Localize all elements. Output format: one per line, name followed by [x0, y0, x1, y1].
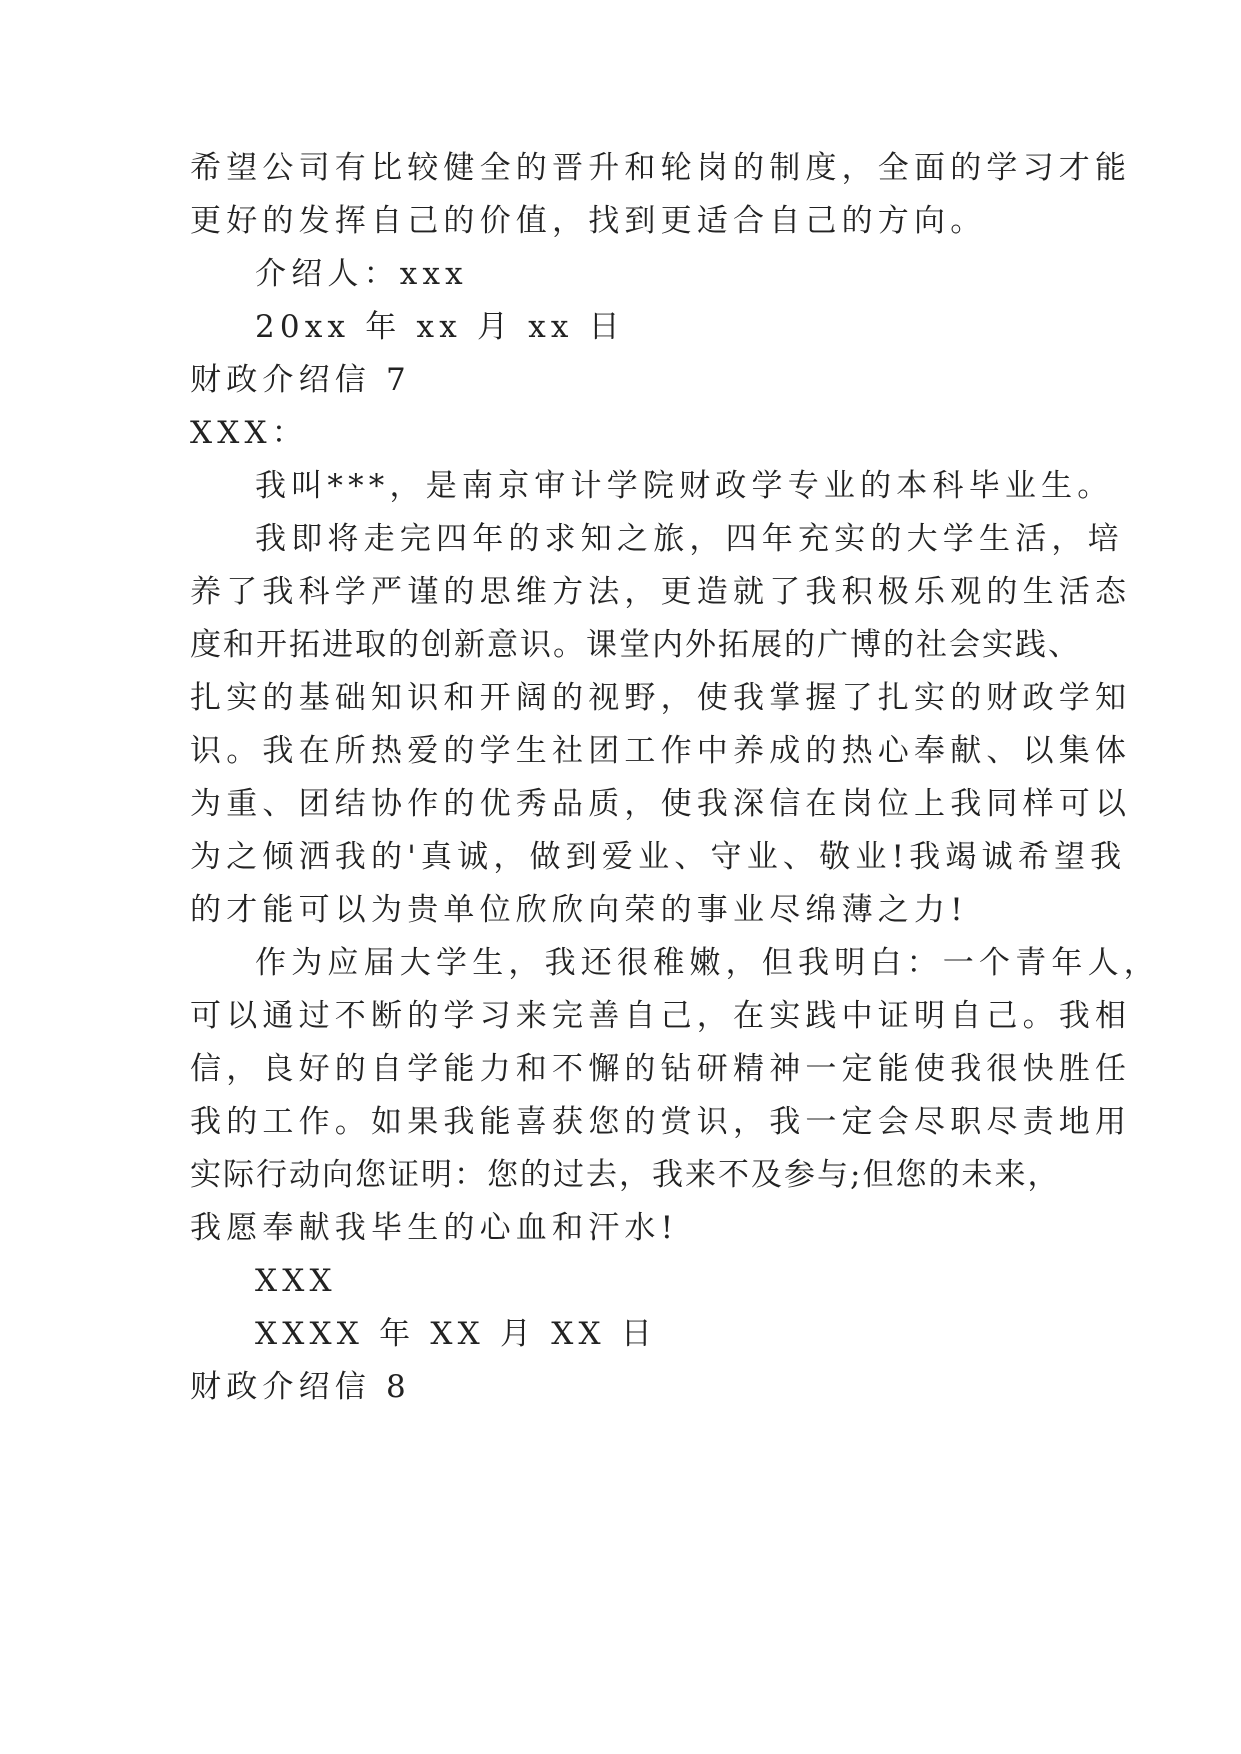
- paragraph-line: 可以通过不断的学习来完善自己，在实践中证明自己。我相: [190, 998, 1132, 1034]
- paragraph-line: 度和开拓进取的创新意识。课堂内外拓展的广博的社会实践、: [190, 627, 1081, 663]
- paragraph-line: 实际行动向您证明：您的过去，我来不及参与;但您的未来，: [190, 1157, 1061, 1193]
- paragraph-line: 作为应届大学生，我还很稚嫩，但我明白：一个青年人，: [255, 945, 1160, 981]
- paragraph-line: 信，良好的自学能力和不懈的钻研精神一定能使我很快胜任: [190, 1051, 1132, 1087]
- section-heading: 财政介绍信 8: [190, 1369, 411, 1405]
- paragraph-line: 我叫***，是南京审计学院财政学专业的本科毕业生。: [255, 468, 1114, 504]
- paragraph-line: 我愿奉献我毕生的心血和汗水!: [190, 1210, 679, 1246]
- section-heading: 财政介绍信 7: [190, 362, 411, 398]
- salutation: XXX：: [190, 415, 309, 451]
- paragraph-line: 扎实的基础知识和开阔的视野，使我掌握了扎实的财政学知: [190, 680, 1132, 716]
- paragraph-line: 为重、团结协作的优秀品质，使我深信在岗位上我同样可以: [190, 786, 1132, 822]
- paragraph-line: 我的工作。如果我能喜获您的赏识，我一定会尽职尽责地用: [190, 1104, 1132, 1140]
- paragraph-line: 我即将走完四年的求知之旅，四年充实的大学生活，培: [255, 521, 1124, 557]
- paragraph-line: 为之倾洒我的'真诚，做到爱业、守业、敬业!我竭诚希望我: [190, 839, 1127, 875]
- paragraph-line: 希望公司有比较健全的晋升和轮岗的制度，全面的学习才能: [190, 150, 1132, 186]
- introducer-signature: 介绍人：xxx: [255, 256, 468, 292]
- paragraph-line: 更好的发挥自己的价值，找到更适合自己的方向。: [190, 203, 987, 239]
- letter-date: 20xx 年 xx 月 xx 日: [255, 309, 625, 345]
- paragraph-line: 的才能可以为贵单位欣欣向荣的事业尽绵薄之力!: [190, 892, 968, 928]
- signature-name: XXX: [255, 1263, 337, 1299]
- paragraph-line: 养了我科学严谨的思维方法，更造就了我积极乐观的生活态: [190, 574, 1132, 610]
- signature-date: XXXX 年 XX 月 XX 日: [255, 1316, 658, 1352]
- paragraph-line: 识。我在所热爱的学生社团工作中养成的热心奉献、以集体: [190, 733, 1132, 769]
